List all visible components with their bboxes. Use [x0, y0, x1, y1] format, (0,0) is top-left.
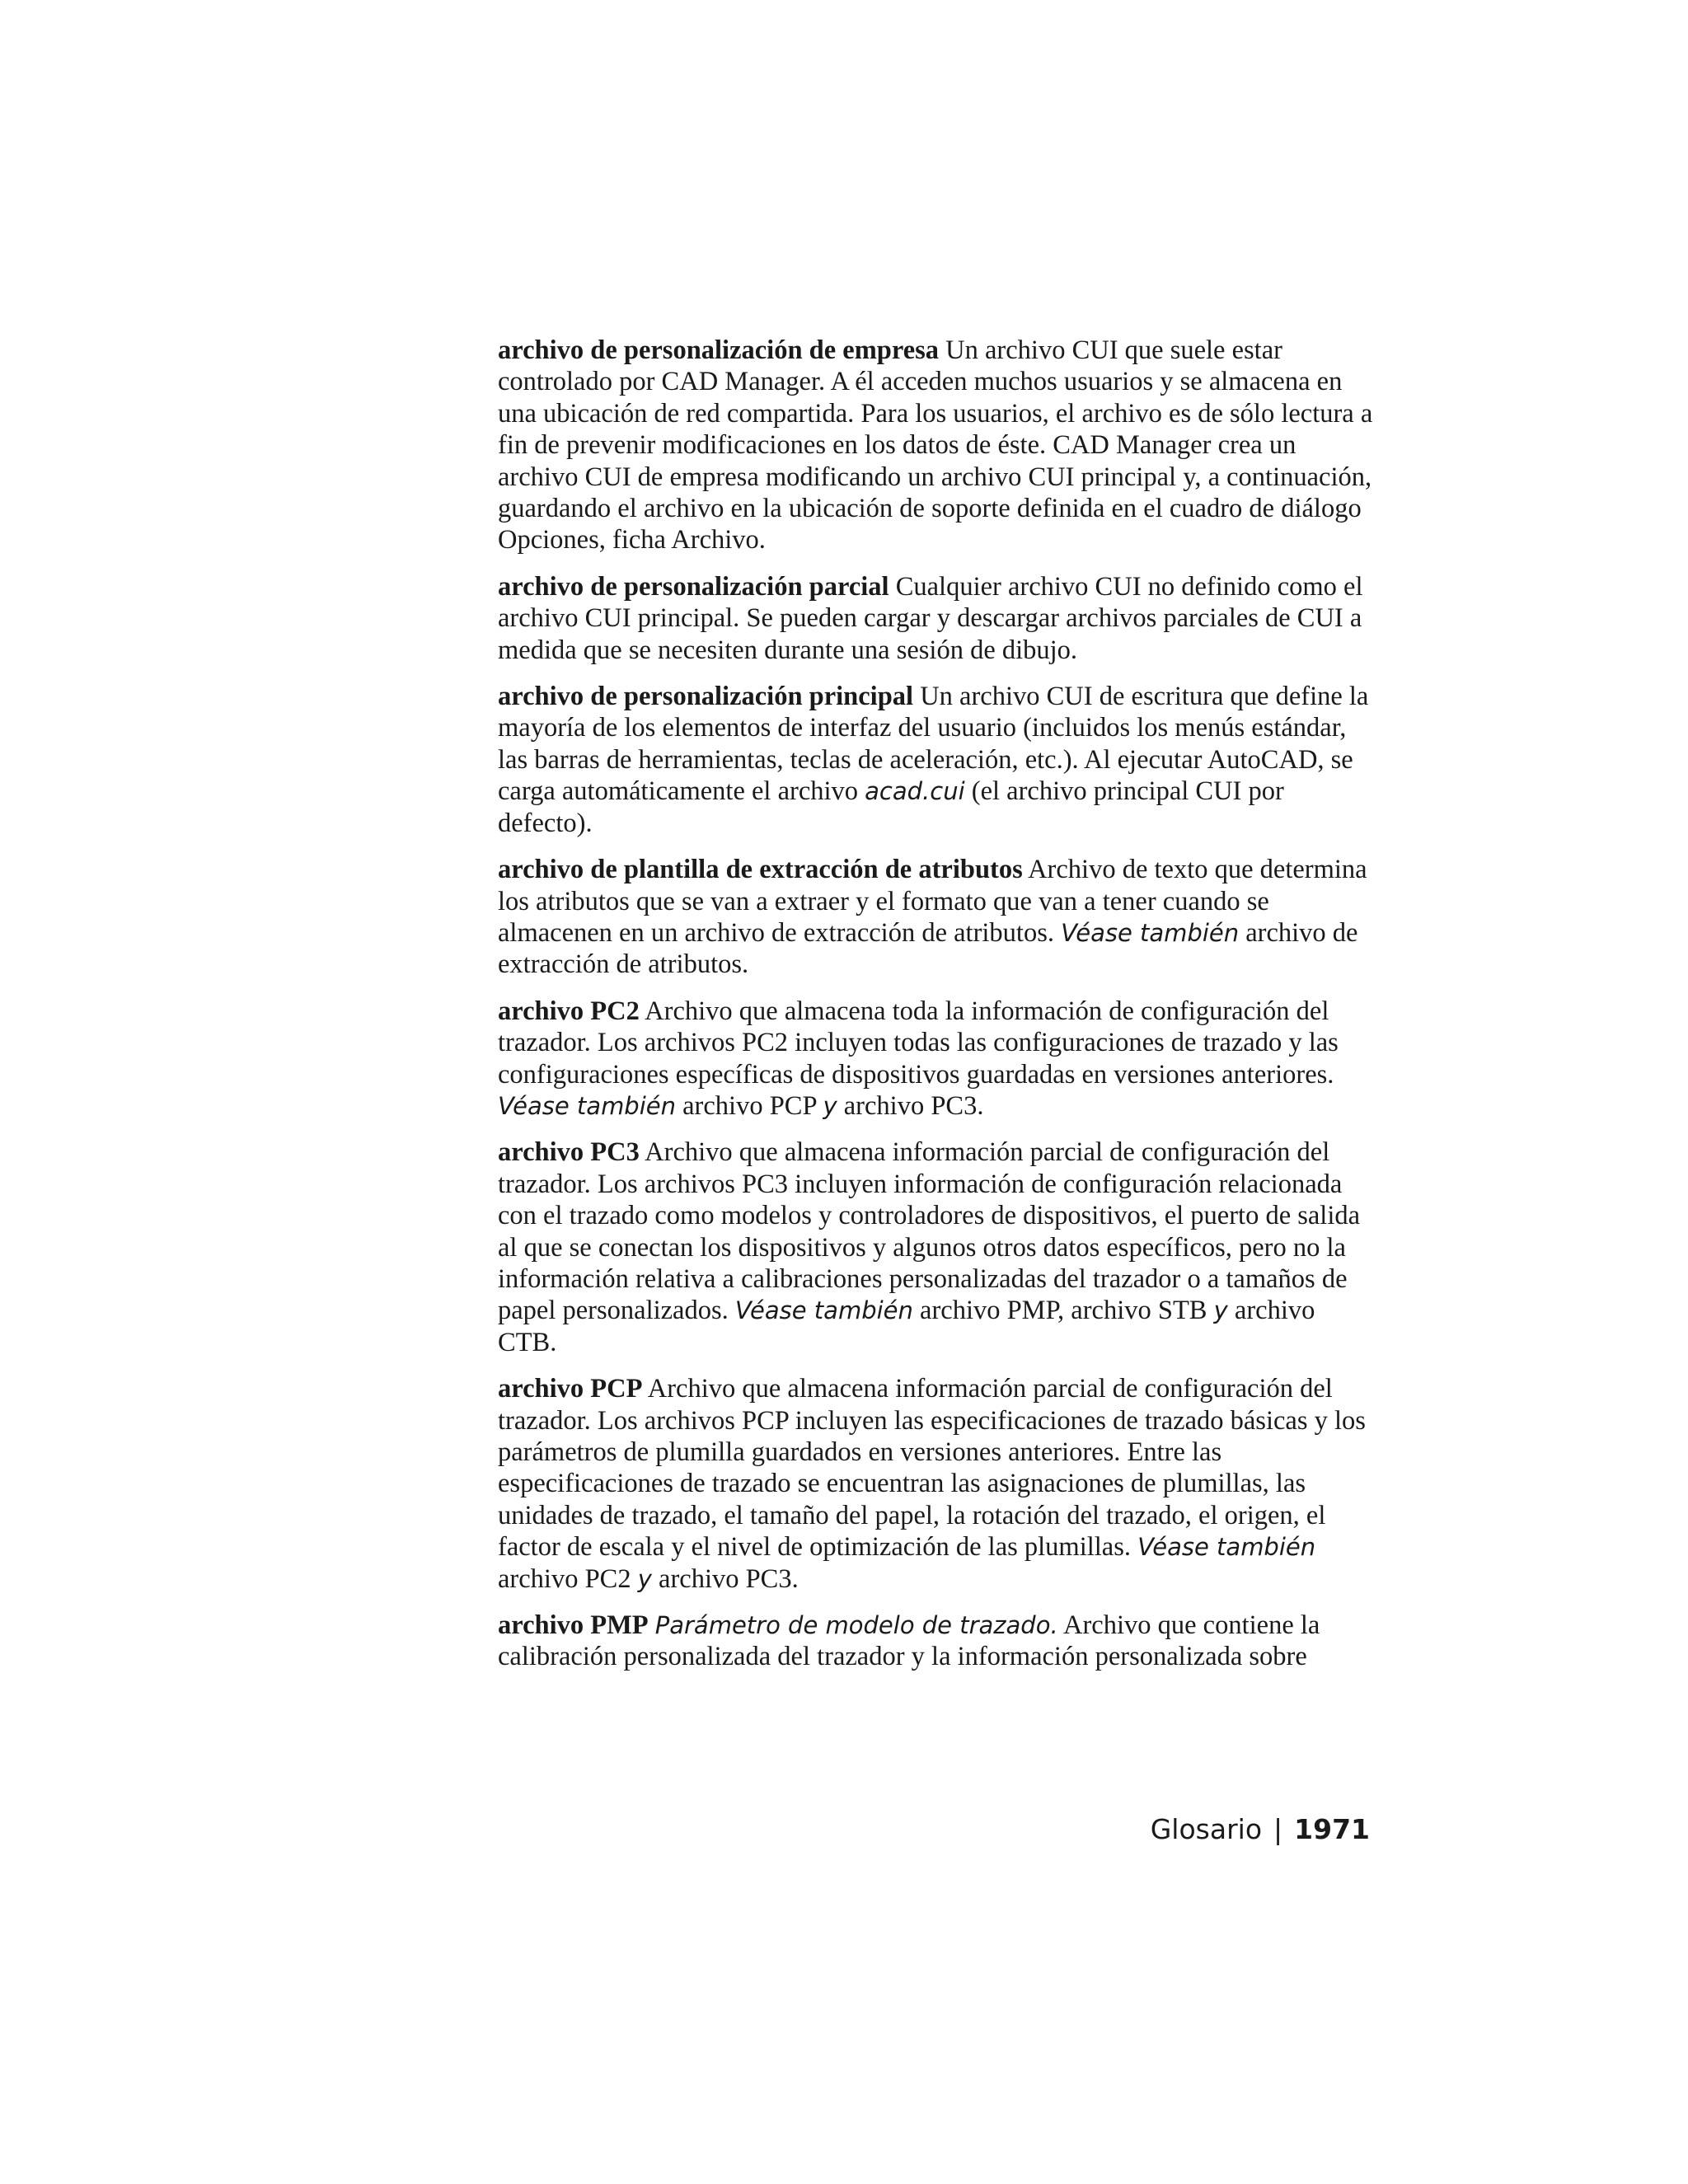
definition-italic-text: Parámetro de modelo de trazado. — [654, 1611, 1058, 1640]
glossary-term: archivo PC3 — [498, 1137, 640, 1168]
glossary-entry — [498, 681, 1378, 839]
definition-text: archivo PMP, archivo STB — [912, 1296, 1214, 1326]
glossary-term: archivo de personalización de empresa — [498, 335, 940, 365]
definition-italic-text: acad.cui — [865, 777, 965, 806]
definition-text: archivo PCP — [676, 1090, 823, 1121]
definition-text: Archivo que almacena información parcial de configuración del trazador. Los archivos PCP incluyen las especificaciones de trazado básicas y los parámetros de plumilla guardados en versiones anteriores. Entre las especificaciones de trazado se encuentran las asignaciones de plumillas, las unidades de trazado, el tamaño del papel, la rotación del trazado, el origen, el factor de escala y el nivel de optimización de las plumillas. — [498, 1374, 1366, 1563]
glossary-body — [498, 335, 1378, 1688]
glossary-entry — [498, 571, 1378, 666]
glossary-entry — [498, 1610, 1378, 1673]
definition-text: (el archivo principal CUI por defecto). — [498, 776, 1284, 838]
definition-italic-text: y — [637, 1564, 652, 1593]
definition-text: Archivo que contiene la calibración personalizada del trazador y la información personalizada sobre — [498, 1610, 1320, 1672]
page-number: 1971 — [1294, 1813, 1370, 1845]
glossary-term: archivo de personalización parcial — [498, 571, 889, 602]
definition-text: Cualquier archivo CUI no definido como el archivo CUI principal. Se pueden cargar y descargar archivos parciales de CUI a medida que se necesiten durante una sesión de dibujo. — [498, 571, 1363, 665]
footer-separator: | — [1273, 1813, 1283, 1845]
footer-section-title: Glosario — [1150, 1813, 1263, 1845]
definition-text: Archivo que almacena toda la información de configuración del trazador. Los archivos PC2 incluyen todas las configuraciones de trazado y las configuraciones específicas de dispositivos guardadas en versiones anteriores. — [498, 996, 1339, 1090]
definition-text: Un archivo CUI que suele estar controlado por CAD Manager. A él acceden muchos usuarios y se almacena en una ubicación de red compartida. Para los usuarios, el archivo es de sólo lectura a fin de prevenir modificaciones en los datos de éste. CAD Manager crea un archivo CUI de empresa modificando un archivo CUI principal y, a continuación, guardando el archivo en la ubicación de soporte definida en el cuadro de diálogo Opciones, ficha Archivo. — [498, 335, 1373, 555]
glossary-term: archivo de personalización principal — [498, 682, 914, 712]
glossary-term: archivo PCP — [498, 1374, 643, 1404]
glossary-term: archivo PC2 — [498, 996, 640, 1026]
definition-text: archivo CTB. — [498, 1296, 1315, 1357]
glossary-term: archivo de plantilla de extracción de atributos — [498, 855, 1023, 885]
definition-text: archivo de extracción de atributos. — [498, 917, 1358, 980]
definition-italic-text: Véase también — [1137, 1533, 1316, 1562]
definition-text: archivo PC3. — [651, 1563, 799, 1594]
glossary-entry — [498, 996, 1378, 1122]
definition-text: Archivo que almacena información parcial de configuración del trazador. Los archivos PC3 incluyen información de configuración relacionada con el trazado como modelos y controladores de dispositivos, el puerto de salida al que se conectan los dispositivos y algunos otros datos específicos, pero no la información relativa a calibraciones personalizadas del trazador o a tamaños de papel personalizados. — [498, 1137, 1361, 1326]
definition-text: Un archivo CUI de escritura que define la mayoría de los elementos de interfaz del usuario (incluidos los menús estándar, las barras de herramientas, teclas de aceleración, etc.). Al ejecutar AutoCAD, se carga automáticamente el archivo — [498, 682, 1369, 807]
glossary-entry — [498, 1137, 1378, 1358]
glossary-entry — [498, 335, 1378, 556]
definition-italic-text: Véase también — [734, 1296, 913, 1325]
page-footer — [1151, 1813, 1370, 1846]
definition-italic-text: y — [1213, 1296, 1228, 1325]
definition-italic-text: Véase también — [1061, 918, 1240, 947]
glossary-entry — [498, 854, 1378, 981]
definition-text: Archivo de texto que determina los atributos que se van a extraer y el formato que van a tener cuando se almacenen en un archivo de extracción de atributos. — [498, 855, 1367, 948]
definition-italic-text: y — [823, 1091, 837, 1120]
glossary-term: archivo PMP — [498, 1610, 649, 1641]
definition-italic-text: Véase también — [498, 1091, 676, 1120]
glossary-entry — [498, 1373, 1378, 1595]
definition-text — [649, 1610, 655, 1640]
definition-text: archivo PC3. — [837, 1090, 984, 1121]
definition-text: archivo PC2 — [498, 1563, 638, 1594]
